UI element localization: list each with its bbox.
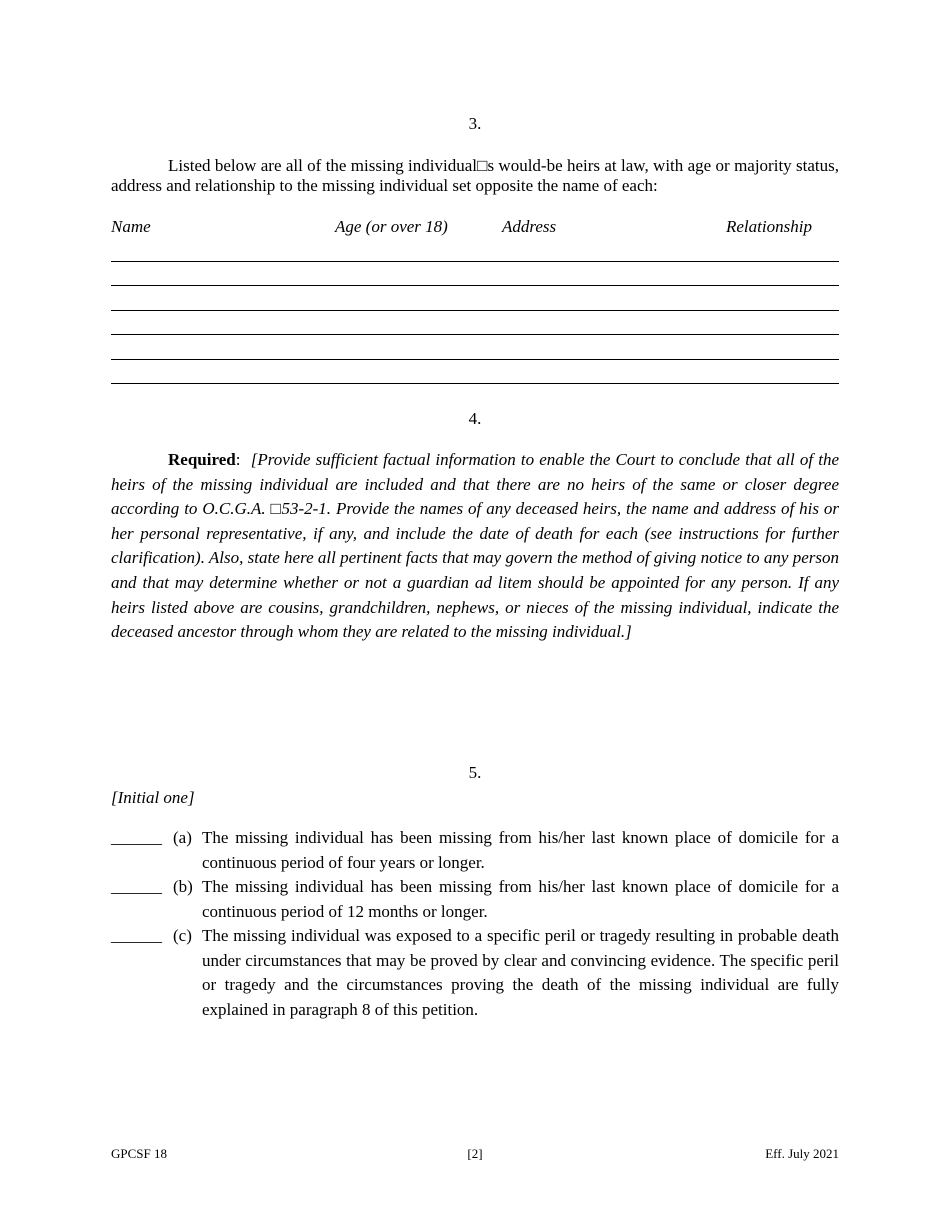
option-a-label: (a) — [173, 828, 192, 847]
column-header-age: Age (or over 18) — [335, 217, 448, 236]
required-colon: : — [235, 450, 241, 469]
option-c-text: The missing individual was exposed to a specific peril or tragedy resulting in probable death under circumstances that may be proved by clear and convincing evidence. The specific peril or tragedy and the circumstances proving the death of the missing individual are fully explained in paragraph 8 of this petition. — [202, 926, 839, 1019]
required-label: Required — [168, 450, 236, 469]
heir-entry-line[interactable] — [111, 285, 839, 286]
column-header-address: Address — [502, 217, 557, 236]
section-5-instruction: [Initial one] — [111, 788, 195, 807]
option-b — [111, 875, 839, 924]
initial-blank-b[interactable]: ______ — [111, 877, 162, 896]
heir-entry-line[interactable] — [111, 310, 839, 311]
column-header-relationship: Relationship — [726, 217, 812, 236]
heir-entry-line[interactable] — [111, 334, 839, 335]
initial-blank-a[interactable]: ______ — [111, 828, 162, 847]
option-b-text: The missing individual has been missing from his/her last known place of domicile for a continuous period of 12 months or longer. — [202, 877, 839, 921]
initial-blank-c[interactable]: ______ — [111, 926, 162, 945]
option-c — [111, 924, 839, 1022]
footer-form-id: GPCSF 18 — [111, 1146, 167, 1161]
heir-entry-line[interactable] — [111, 261, 839, 262]
section-3-number: 3. — [468, 114, 482, 133]
section-3-intro: Listed below are all of the missing individual□s would-be heirs at law, with age or majority status, address and relationship to the missing individual set opposite the name of each: — [111, 156, 839, 195]
option-a-text: The missing individual has been missing from his/her last known place of domicile for a continuous period of four years or longer. — [202, 828, 839, 872]
footer-effective-date: Eff. July 2021 — [765, 1146, 839, 1161]
heir-entry-line[interactable] — [111, 383, 839, 384]
section-4-instructions: [Provide sufficient factual information to enable the Court to conclude that all of the heirs of the missing individual are included and that there are no heirs of the same or closer degree according to O.C.G.A. □53-2-1. Provide the names of any deceased heirs, the name and address of his or her personal representative, if any, and include the date of death for each (see instructions for further clarification). Also, state here all pertinent facts that may govern the method of giving notice to any person and that may determine whether or not a guardian ad litem should be appointed for any person. If any heirs listed above are cousins, grandchildren, nephews, or nieces of the missing individual, indicate the deceased ancestor through whom they are related to the missing individual.] — [111, 450, 839, 642]
section-4-number: 4. — [468, 409, 482, 428]
option-a — [111, 826, 839, 875]
footer-page-number: [2] — [467, 1146, 483, 1161]
option-c-label: (c) — [173, 926, 192, 945]
heir-entry-line[interactable] — [111, 359, 839, 360]
option-b-label: (b) — [173, 877, 193, 896]
section-5-number: 5. — [468, 763, 482, 782]
column-header-name: Name — [111, 217, 151, 236]
section-4-body — [111, 448, 839, 645]
